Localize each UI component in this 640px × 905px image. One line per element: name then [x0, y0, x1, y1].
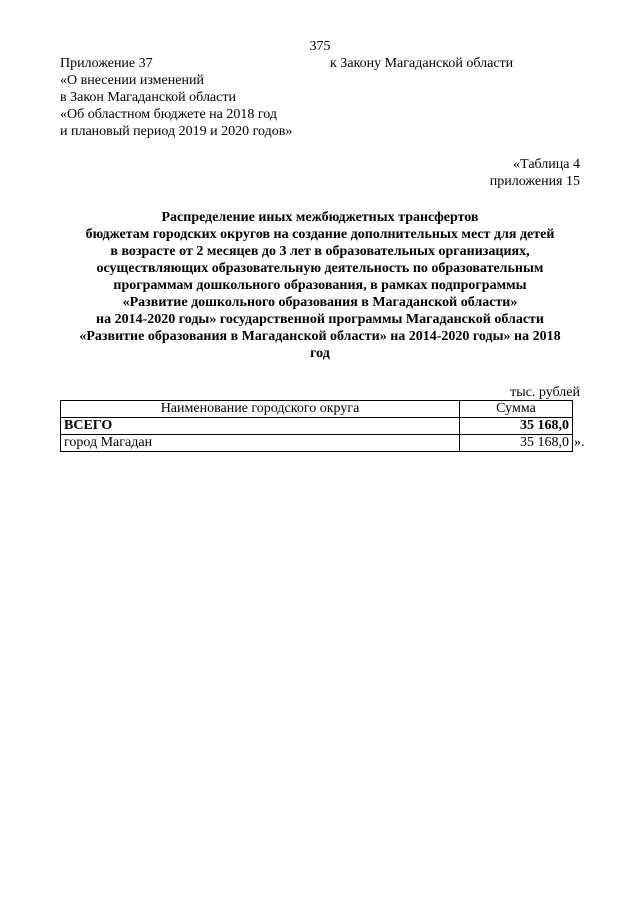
- page-number: 375: [309, 39, 331, 54]
- appendix-line: в Закон Магаданской области: [60, 90, 236, 105]
- column-header-name: Наименование городского округа: [61, 401, 460, 418]
- title-line: «Развитие образования в Магаданской области» на 2014-2020 годы» на 2018: [79, 329, 561, 344]
- units-label: тыс. рублей: [510, 385, 580, 400]
- table-header-row: [61, 401, 573, 418]
- appendix-line: «О внесении изменений: [60, 73, 204, 88]
- closing-quote: ».: [574, 435, 585, 450]
- distribution-table: [60, 400, 573, 452]
- row-name: город Магадан: [61, 435, 460, 452]
- appendix-line: и плановый период 2019 и 2020 годов»: [60, 124, 293, 139]
- document-title: [40, 209, 600, 362]
- title-line: на 2014-2020 годы» государственной программы Магаданской области: [96, 312, 544, 327]
- title-line: в возрасте от 2 месяцев до 3 лет в образовательных организациях,: [110, 244, 530, 259]
- title-line: программам дошкольного образования, в рамках подпрограммы: [113, 278, 527, 293]
- row-amount: 35 168,0: [460, 435, 573, 452]
- appendix-law-reference: к Закону Магаданской области: [330, 56, 514, 71]
- row-amount: 35 168,0: [460, 418, 573, 435]
- title-line: осуществляющих образовательную деятельность по образовательным: [96, 261, 544, 276]
- title-line: бюджетам городских округов на создание дополнительных мест для детей: [85, 227, 555, 242]
- column-header-amount: Сумма: [460, 401, 573, 418]
- table-row: [61, 418, 573, 435]
- table-ref-line: приложения 15: [489, 174, 580, 189]
- table-reference: [490, 156, 580, 190]
- table-ref-line: «Таблица 4: [513, 157, 580, 172]
- table-row: [61, 435, 573, 452]
- title-line: Распределение иных межбюджетных трансфертов: [161, 210, 479, 225]
- appendix-line: Приложение 37: [60, 56, 153, 71]
- appendix-header: [60, 55, 292, 140]
- title-line: год: [310, 346, 330, 361]
- title-line: «Развитие дошкольного образования в Магаданской области»: [122, 295, 518, 310]
- row-name: ВСЕГО: [61, 418, 460, 435]
- appendix-line: «Об областном бюджете на 2018 год: [60, 107, 277, 122]
